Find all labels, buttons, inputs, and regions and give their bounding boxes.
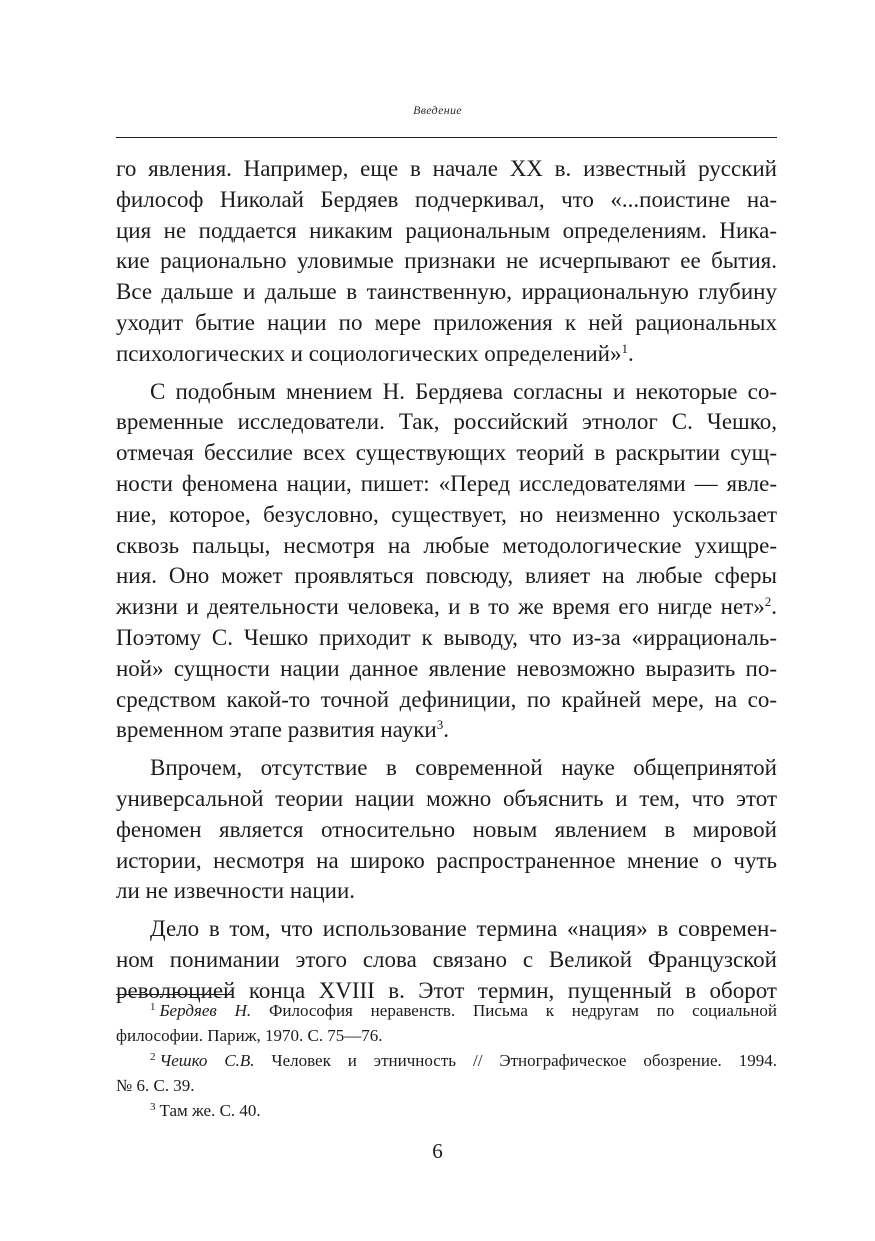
- footnote-line: [116, 1098, 777, 1123]
- text-line: ние, которое, безусловно, существует, но неизменно ускользает: [116, 501, 777, 527]
- text-line: ция не поддается никаким рациональным определениям. Ника-: [116, 217, 777, 243]
- footnote-rule: [116, 994, 232, 995]
- footnote-ref[interactable]: 3: [436, 717, 444, 733]
- footnote-3: [116, 1098, 777, 1123]
- running-head: Введение: [413, 103, 462, 117]
- page-number: 6: [432, 1139, 443, 1163]
- footnote-line: [116, 1048, 777, 1073]
- text-line: временные исследователи. Так, российский этнолог С. Чешко,: [116, 409, 777, 435]
- text-line: уходит бытие нации по мере приложения к ней рациональных: [116, 309, 777, 335]
- text-punct: .: [443, 717, 449, 743]
- text-line: сквозь пальцы, несмотря на любые методологические ухищре-: [116, 532, 777, 558]
- footnote-ref[interactable]: 1: [621, 340, 628, 356]
- text-line: [116, 715, 777, 746]
- text-line: ности феномена нации, пишет: «Перед исследователями — явле-: [116, 470, 777, 496]
- text-line: универсальной теории нации можно объяснить и тем, что этот: [116, 785, 777, 811]
- text-line: средством какой-то точной дефиниции, по крайней мере, на со-: [116, 686, 777, 712]
- paragraph-3: [116, 753, 777, 907]
- text-line: Поэтому С. Чешко приходит к выводу, что из-за «иррациональ-: [116, 624, 777, 650]
- text-line: Дело в том, что использование термина «нация» в современ-: [150, 916, 777, 942]
- text-line: отмечая бессилие всех существующих теорий в раскрытии сущ-: [116, 440, 777, 466]
- paragraph-4: [116, 914, 777, 1006]
- footnote-number: 2: [150, 1051, 156, 1063]
- text-line-content: временном этапе развития науки: [116, 717, 437, 743]
- text-line: го явления. Например, еще в начале XX в. известный русский: [116, 156, 777, 181]
- header-rule: [116, 137, 777, 138]
- paragraph-1: [116, 154, 777, 370]
- footnote-author: Бердяев Н.: [159, 1001, 252, 1020]
- text-line-content: психологических и социологических определений»: [116, 340, 622, 366]
- footnotes: [116, 998, 777, 1123]
- text-line: кие рационально уловимые признаки не исчерпывают ее бытия.: [116, 248, 777, 274]
- text-line-content: жизни и деятельности человека, и в то же время его нигде нет»: [116, 594, 765, 620]
- footnote-1: [116, 998, 777, 1048]
- text-line: С подобным мнением Н. Бердяева согласны и некоторые со-: [150, 378, 777, 404]
- footnote-text: Философия неравенств. Письма к недругам по социальной: [268, 1001, 777, 1020]
- text-line: ли не извечности нации.: [116, 878, 356, 904]
- footnote-2: [116, 1048, 777, 1098]
- footnote-number: 1: [150, 1001, 156, 1013]
- paragraph-2: [116, 377, 777, 747]
- text-line: истории, несмотря на широко распространенное мнение о чуть: [116, 847, 777, 873]
- footnote-line: философии. Париж, 1970. С. 75—76.: [116, 1026, 383, 1045]
- text-punct: .: [771, 594, 777, 620]
- footnote-text: Человек и этничность // Этнографическое обозрение. 1994.: [271, 1051, 777, 1070]
- text-line: ной» сущности нации данное явление невозможно выразить по-: [116, 655, 777, 681]
- footnote-number: 3: [150, 1101, 156, 1113]
- text-line: Впрочем, отсутствие в современной науке общепринятой: [150, 755, 777, 781]
- text-line: [116, 592, 777, 623]
- body-text: [116, 154, 777, 1007]
- text-line: ния. Оно может проявляться повсюду, влияет на любые сферы: [116, 563, 777, 589]
- text-line: феномен является относительно новым явлением в мировой: [116, 816, 777, 842]
- footnote-text: Там же. С. 40.: [159, 1101, 261, 1120]
- text-line: революцией конца XVIII в. Этот термин, пущенный в оборот: [116, 977, 777, 1003]
- footnote-ref[interactable]: 2: [764, 594, 772, 610]
- text-line: психологических и социологических определений»$^1$.: [116, 340, 634, 366]
- text-line: ном понимании этого слова связано с Великой Французской: [116, 946, 777, 972]
- footnote-line: № 6. С. 39.: [116, 1076, 195, 1095]
- footnote-line: [116, 998, 777, 1023]
- footnote-author: Чешко С.В.: [159, 1051, 255, 1070]
- text-line: Все дальше и дальше в таинственную, иррациональную глубину: [116, 279, 777, 305]
- text-line: философ Николай Бердяев подчеркивал, что «...поистине на-: [116, 186, 777, 212]
